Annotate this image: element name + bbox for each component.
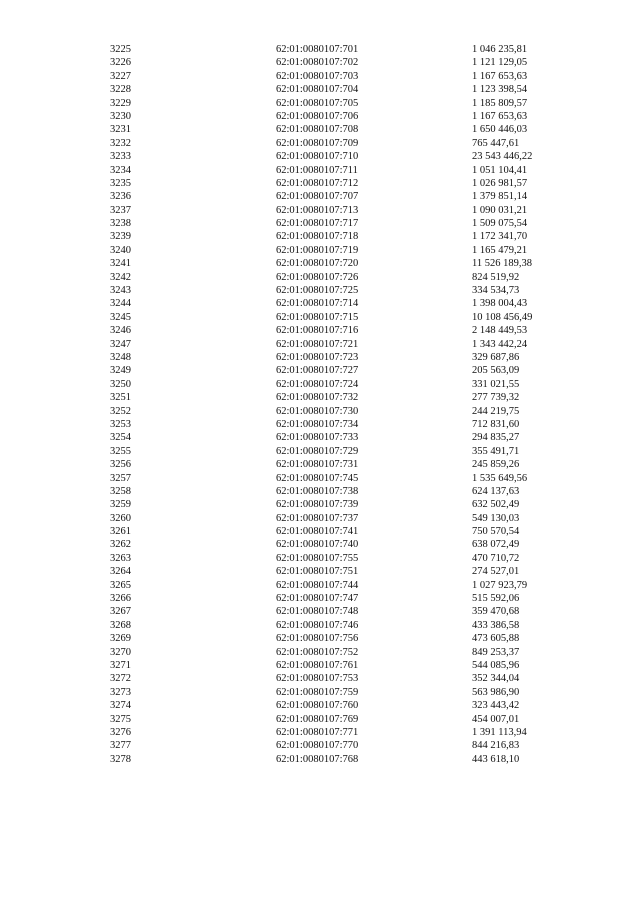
table-row <box>0 297 640 310</box>
row-number: 3270 <box>110 646 131 658</box>
cadastral-value: 359 470,68 <box>472 606 520 618</box>
cadastral-number: 62:01:0080107:705 <box>276 97 359 109</box>
cadastral-number: 62:01:0080107:719 <box>276 244 359 256</box>
row-number: 3260 <box>110 512 131 524</box>
table-row <box>0 672 640 685</box>
row-number: 3239 <box>110 231 131 243</box>
row-number: 3227 <box>110 70 131 82</box>
cadastral-number: 62:01:0080107:712 <box>276 177 359 189</box>
table-row <box>0 244 640 257</box>
row-number: 3274 <box>110 700 131 712</box>
cadastral-number: 62:01:0080107:761 <box>276 659 359 671</box>
table-row <box>0 418 640 431</box>
table-row <box>0 498 640 511</box>
row-number: 3256 <box>110 459 131 471</box>
cadastral-value: 277 739,32 <box>472 392 520 404</box>
row-number: 3241 <box>110 258 131 270</box>
row-number: 3255 <box>110 445 131 457</box>
cadastral-number: 62:01:0080107:737 <box>276 512 359 524</box>
row-number: 3243 <box>110 285 131 297</box>
row-number: 3268 <box>110 619 131 631</box>
cadastral-value: 443 618,10 <box>472 753 520 765</box>
cadastral-number: 62:01:0080107:714 <box>276 298 359 310</box>
row-number: 3252 <box>110 405 131 417</box>
row-number: 3249 <box>110 365 131 377</box>
table-row <box>0 726 640 739</box>
row-number: 3265 <box>110 579 131 591</box>
row-number: 3272 <box>110 673 131 685</box>
cadastral-number: 62:01:0080107:744 <box>276 579 359 591</box>
table-row <box>0 164 640 177</box>
cadastral-number: 62:01:0080107:703 <box>276 70 359 82</box>
cadastral-value: 1 343 442,24 <box>472 338 528 350</box>
row-number: 3269 <box>110 633 131 645</box>
table-row <box>0 405 640 418</box>
table-row <box>0 699 640 712</box>
cadastral-number: 62:01:0080107:733 <box>276 432 359 444</box>
cadastral-number: 62:01:0080107:715 <box>276 311 359 323</box>
cadastral-number: 62:01:0080107:706 <box>276 110 359 122</box>
cadastral-value: 334 534,73 <box>472 285 520 297</box>
table-row <box>0 713 640 726</box>
table-row <box>0 257 640 270</box>
row-number: 3240 <box>110 244 131 256</box>
cadastral-number: 62:01:0080107:770 <box>276 740 359 752</box>
cadastral-value: 515 592,06 <box>472 593 520 605</box>
cadastral-value: 1 391 113,94 <box>472 726 527 738</box>
cadastral-number: 62:01:0080107:725 <box>276 285 359 297</box>
cadastral-number: 62:01:0080107:711 <box>276 164 358 176</box>
table-row <box>0 619 640 632</box>
row-number: 3231 <box>110 124 131 136</box>
cadastral-number: 62:01:0080107:748 <box>276 606 359 618</box>
cadastral-value: 1 167 653,63 <box>472 110 528 122</box>
row-number: 3246 <box>110 325 131 337</box>
table-row <box>0 592 640 605</box>
cadastral-value: 1 090 031,21 <box>472 204 528 216</box>
cadastral-number: 62:01:0080107:746 <box>276 619 359 631</box>
cadastral-value: 1 167 653,63 <box>472 70 528 82</box>
cadastral-number: 62:01:0080107:747 <box>276 593 359 605</box>
table-row <box>0 739 640 752</box>
table-row <box>0 351 640 364</box>
row-number: 3232 <box>110 137 131 149</box>
table-row <box>0 311 640 324</box>
table-row <box>0 632 640 645</box>
table-row <box>0 659 640 672</box>
cadastral-number: 62:01:0080107:732 <box>276 392 359 404</box>
cadastral-number: 62:01:0080107:741 <box>276 526 359 538</box>
cadastral-value: 2 148 449,53 <box>472 325 528 337</box>
cadastral-value: 23 543 446,22 <box>472 151 533 163</box>
table-row <box>0 204 640 217</box>
row-number: 3248 <box>110 351 131 363</box>
table-row <box>0 83 640 96</box>
cadastral-number: 62:01:0080107:709 <box>276 137 359 149</box>
row-number: 3275 <box>110 713 131 725</box>
cadastral-value: 1 165 479,21 <box>472 244 528 256</box>
table-row <box>0 271 640 284</box>
cadastral-number: 62:01:0080107:701 <box>276 44 359 55</box>
cadastral-value: 1 379 851,14 <box>472 191 528 203</box>
row-number: 3253 <box>110 418 131 430</box>
table-row <box>0 177 640 190</box>
cadastral-number: 62:01:0080107:769 <box>276 713 359 725</box>
cadastral-value: 470 710,72 <box>472 552 520 564</box>
row-number: 3236 <box>110 191 131 203</box>
cadastral-value: 1 650 446,03 <box>472 124 528 136</box>
cadastral-number: 62:01:0080107:731 <box>276 459 359 471</box>
cadastral-value: 824 519,92 <box>472 271 520 283</box>
cadastral-value: 1 509 075,54 <box>472 218 528 230</box>
cadastral-value: 750 570,54 <box>472 526 520 538</box>
cadastral-value: 549 130,03 <box>472 512 520 524</box>
cadastral-value: 1 121 129,05 <box>472 57 528 69</box>
table-row <box>0 512 640 525</box>
row-number: 3278 <box>110 753 131 765</box>
table-row <box>0 753 640 766</box>
table-row <box>0 137 640 150</box>
cadastral-value: 1 123 398,54 <box>472 84 528 96</box>
cadastral-value: 638 072,49 <box>472 539 520 551</box>
table-row <box>0 565 640 578</box>
cadastral-value: 765 447,61 <box>472 137 520 149</box>
cadastral-number: 62:01:0080107:723 <box>276 351 359 363</box>
cadastral-value: 294 835,27 <box>472 432 520 444</box>
row-number: 3257 <box>110 472 131 484</box>
table-row <box>0 391 640 404</box>
table-row <box>0 324 640 337</box>
cadastral-value: 274 527,01 <box>472 566 520 578</box>
cadastral-value: 1 185 809,57 <box>472 97 528 109</box>
table-row <box>0 217 640 230</box>
cadastral-value: 329 687,86 <box>472 351 520 363</box>
cadastral-value: 544 085,96 <box>472 659 520 671</box>
table-row <box>0 338 640 351</box>
table-row <box>0 190 640 203</box>
table-row <box>0 686 640 699</box>
table-row <box>0 458 640 471</box>
table-row <box>0 605 640 618</box>
row-number: 3271 <box>110 659 131 671</box>
cadastral-number: 62:01:0080107:752 <box>276 646 359 658</box>
cadastral-number: 62:01:0080107:759 <box>276 686 359 698</box>
table-row <box>0 364 640 377</box>
cadastral-value-table <box>0 43 640 766</box>
cadastral-number: 62:01:0080107:704 <box>276 84 359 96</box>
table-row <box>0 525 640 538</box>
table-row <box>0 110 640 123</box>
cadastral-number: 62:01:0080107:721 <box>276 338 359 350</box>
cadastral-number: 62:01:0080107:707 <box>276 191 359 203</box>
cadastral-number: 62:01:0080107:734 <box>276 418 359 430</box>
cadastral-number: 62:01:0080107:771 <box>276 726 359 738</box>
cadastral-number: 62:01:0080107:729 <box>276 445 359 457</box>
cadastral-value: 1 535 649,56 <box>472 472 528 484</box>
table-row <box>0 646 640 659</box>
cadastral-value: 1 051 104,41 <box>472 164 528 176</box>
cadastral-value: 1 398 004,43 <box>472 298 528 310</box>
cadastral-value: 844 216,83 <box>472 740 520 752</box>
cadastral-number: 62:01:0080107:768 <box>276 753 359 765</box>
cadastral-number: 62:01:0080107:755 <box>276 552 359 564</box>
row-number: 3225 <box>110 44 131 55</box>
cadastral-number: 62:01:0080107:751 <box>276 566 359 578</box>
cadastral-value: 11 526 189,38 <box>472 258 532 270</box>
cadastral-number: 62:01:0080107:713 <box>276 204 359 216</box>
row-number: 3229 <box>110 97 131 109</box>
row-number: 3277 <box>110 740 131 752</box>
table-row <box>0 538 640 551</box>
cadastral-number: 62:01:0080107:717 <box>276 218 359 230</box>
row-number: 3259 <box>110 499 131 511</box>
table-row <box>0 70 640 83</box>
row-number: 3263 <box>110 552 131 564</box>
cadastral-number: 62:01:0080107:756 <box>276 633 359 645</box>
cadastral-value: 712 831,60 <box>472 418 520 430</box>
cadastral-value: 244 219,75 <box>472 405 520 417</box>
cadastral-value: 331 021,55 <box>472 378 520 390</box>
cadastral-value: 245 859,26 <box>472 459 520 471</box>
row-number: 3238 <box>110 218 131 230</box>
table-row <box>0 150 640 163</box>
table-row <box>0 485 640 498</box>
row-number: 3237 <box>110 204 131 216</box>
cadastral-value: 1 046 235,81 <box>472 44 528 55</box>
row-number: 3228 <box>110 84 131 96</box>
table-row <box>0 579 640 592</box>
row-number: 3251 <box>110 392 131 404</box>
cadastral-number: 62:01:0080107:716 <box>276 325 359 337</box>
row-number: 3254 <box>110 432 131 444</box>
cadastral-number: 62:01:0080107:740 <box>276 539 359 551</box>
row-number: 3262 <box>110 539 131 551</box>
table-row <box>0 284 640 297</box>
cadastral-number: 62:01:0080107:702 <box>276 57 359 69</box>
row-number: 3247 <box>110 338 131 350</box>
cadastral-value: 205 563,09 <box>472 365 520 377</box>
cadastral-value: 454 007,01 <box>472 713 520 725</box>
cadastral-value: 849 253,37 <box>472 646 520 658</box>
row-number: 3250 <box>110 378 131 390</box>
table-row <box>0 378 640 391</box>
cadastral-value: 352 344,04 <box>472 673 520 685</box>
row-number: 3267 <box>110 606 131 618</box>
cadastral-number: 62:01:0080107:724 <box>276 378 359 390</box>
row-number: 3276 <box>110 726 131 738</box>
cadastral-value: 632 502,49 <box>472 499 520 511</box>
cadastral-number: 62:01:0080107:730 <box>276 405 359 417</box>
cadastral-value: 1 027 923,79 <box>472 579 528 591</box>
table-row <box>0 43 640 56</box>
cadastral-number: 62:01:0080107:739 <box>276 499 359 511</box>
row-number: 3230 <box>110 110 131 122</box>
cadastral-number: 62:01:0080107:727 <box>276 365 359 377</box>
cadastral-value: 1 026 981,57 <box>472 177 528 189</box>
cadastral-value: 433 386,58 <box>472 619 520 631</box>
cadastral-number: 62:01:0080107:753 <box>276 673 359 685</box>
table-row <box>0 445 640 458</box>
cadastral-value: 1 172 341,70 <box>472 231 528 243</box>
row-number: 3273 <box>110 686 131 698</box>
cadastral-number: 62:01:0080107:760 <box>276 700 359 712</box>
row-number: 3264 <box>110 566 131 578</box>
row-number: 3235 <box>110 177 131 189</box>
row-number: 3233 <box>110 151 131 163</box>
cadastral-value: 473 605,88 <box>472 633 520 645</box>
table-row <box>0 552 640 565</box>
table-row <box>0 56 640 69</box>
row-number: 3226 <box>110 57 131 69</box>
table-row <box>0 431 640 444</box>
cadastral-number: 62:01:0080107:745 <box>276 472 359 484</box>
row-number: 3242 <box>110 271 131 283</box>
row-number: 3245 <box>110 311 131 323</box>
row-number: 3234 <box>110 164 131 176</box>
cadastral-value: 624 137,63 <box>472 485 520 497</box>
cadastral-value: 10 108 456,49 <box>472 311 533 323</box>
table-row <box>0 123 640 136</box>
row-number: 3261 <box>110 526 131 538</box>
table-row <box>0 97 640 110</box>
cadastral-number: 62:01:0080107:718 <box>276 231 359 243</box>
cadastral-number: 62:01:0080107:720 <box>276 258 359 270</box>
cadastral-value: 563 986,90 <box>472 686 520 698</box>
table-row <box>0 472 640 485</box>
cadastral-number: 62:01:0080107:710 <box>276 151 359 163</box>
cadastral-number: 62:01:0080107:708 <box>276 124 359 136</box>
row-number: 3266 <box>110 593 131 605</box>
row-number: 3258 <box>110 485 131 497</box>
row-number: 3244 <box>110 298 131 310</box>
cadastral-value: 355 491,71 <box>472 445 520 457</box>
cadastral-number: 62:01:0080107:738 <box>276 485 359 497</box>
table-row <box>0 230 640 243</box>
cadastral-number: 62:01:0080107:726 <box>276 271 359 283</box>
cadastral-value: 323 443,42 <box>472 700 520 712</box>
